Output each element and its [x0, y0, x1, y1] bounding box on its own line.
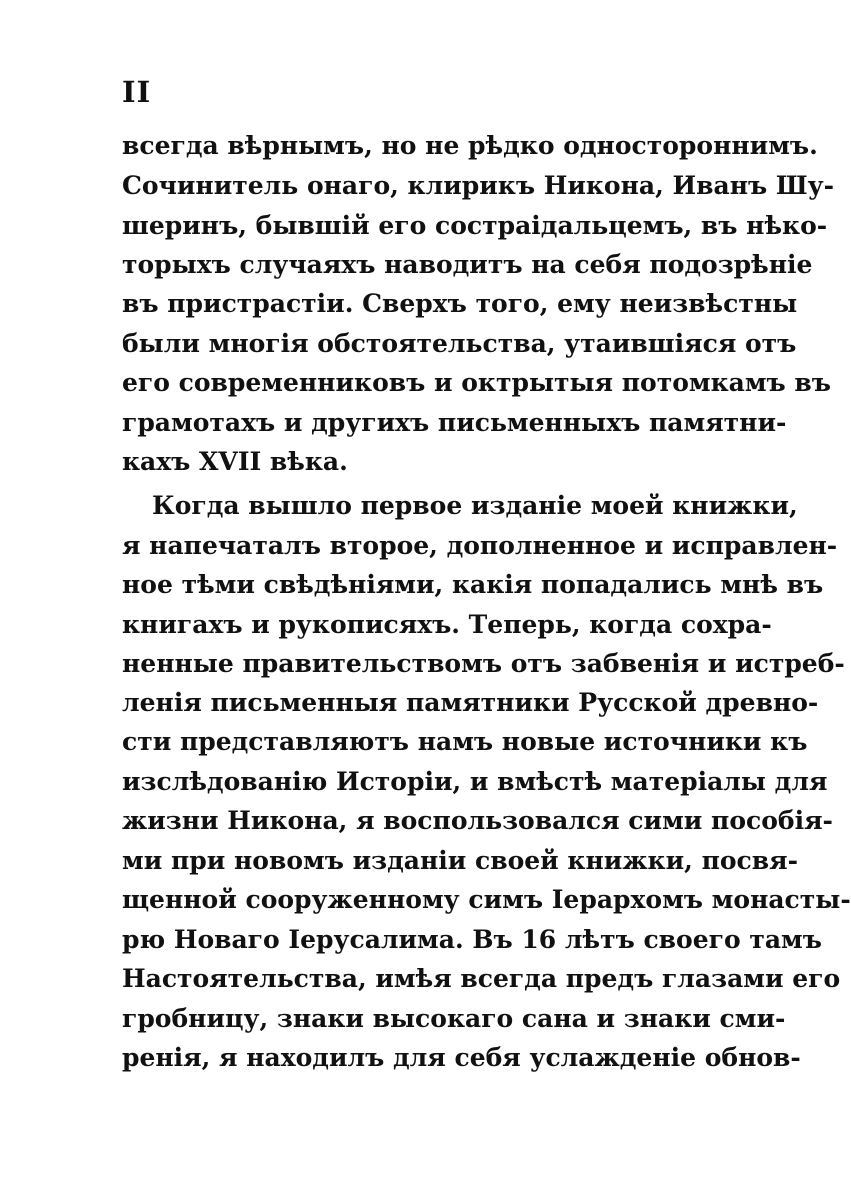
text-line: ное тѣми свѣдѣніями, какія попадались мнѣ въ: [122, 570, 824, 599]
text-line: ренія, я находилъ для себя услажденіе обнов-: [122, 1043, 801, 1072]
text-line: ленія письменныя памятники Русской древно-: [122, 688, 819, 717]
text-line: жизни Никона, я воспользовался сими пособія-: [122, 806, 833, 835]
text-line: рю Новаго Іерусалима. Въ 16 лѣтъ своего тамъ: [122, 925, 822, 954]
text-line: ненные правительствомъ отъ забвенія и истреб-: [122, 649, 845, 678]
text-line: я напечаталъ второе, дополненное и исправлен-: [122, 531, 838, 560]
text-line: въ пристрастіи. Сверхъ того, ему неизвѣстны: [122, 289, 798, 318]
text-line: его современниковъ и октрытыя потомкамъ въ: [122, 368, 831, 397]
text-line: всегда вѣрнымъ, но не рѣдко одностороннимъ.: [122, 131, 818, 160]
text-line: изслѣдованію Исторіи, и вмѣстѣ матеріалы для: [122, 767, 828, 796]
text-line: Настоятельства, имѣя всегда предъ глазами его: [122, 964, 841, 993]
text-line: были многія обстоятельства, утаившіяся отъ: [122, 329, 797, 358]
text-line: кахъ XVII вѣка.: [122, 447, 348, 476]
text-line: торыхъ случаяхъ наводитъ на себя подозрѣніе: [122, 250, 813, 279]
text-line: щенной сооруженному симъ Іерархомъ монасты-: [122, 885, 851, 914]
text-line: грамотахъ и другихъ письменныхъ памятни-: [122, 408, 787, 437]
text-line: гробницу, знаки высокаго сана и знаки сми-: [122, 1004, 786, 1033]
text-line: ми при новомъ изданіи своей книжки, посвя-: [122, 846, 798, 875]
text-line: сти представляютъ намъ новые источники къ: [122, 727, 808, 756]
text-line: Сочинитель онаго, клирикъ Никона, Иванъ Шу-: [122, 171, 834, 200]
text-line: Когда вышло первое изданіе моей книжки,: [152, 491, 798, 520]
page-number: II: [122, 75, 152, 109]
text-line: книгахъ и рукописяхъ. Теперь, когда сохра-: [122, 610, 772, 639]
text-line: шеринъ, бывшій его состраідальцемъ, въ нѣко-: [122, 211, 828, 240]
